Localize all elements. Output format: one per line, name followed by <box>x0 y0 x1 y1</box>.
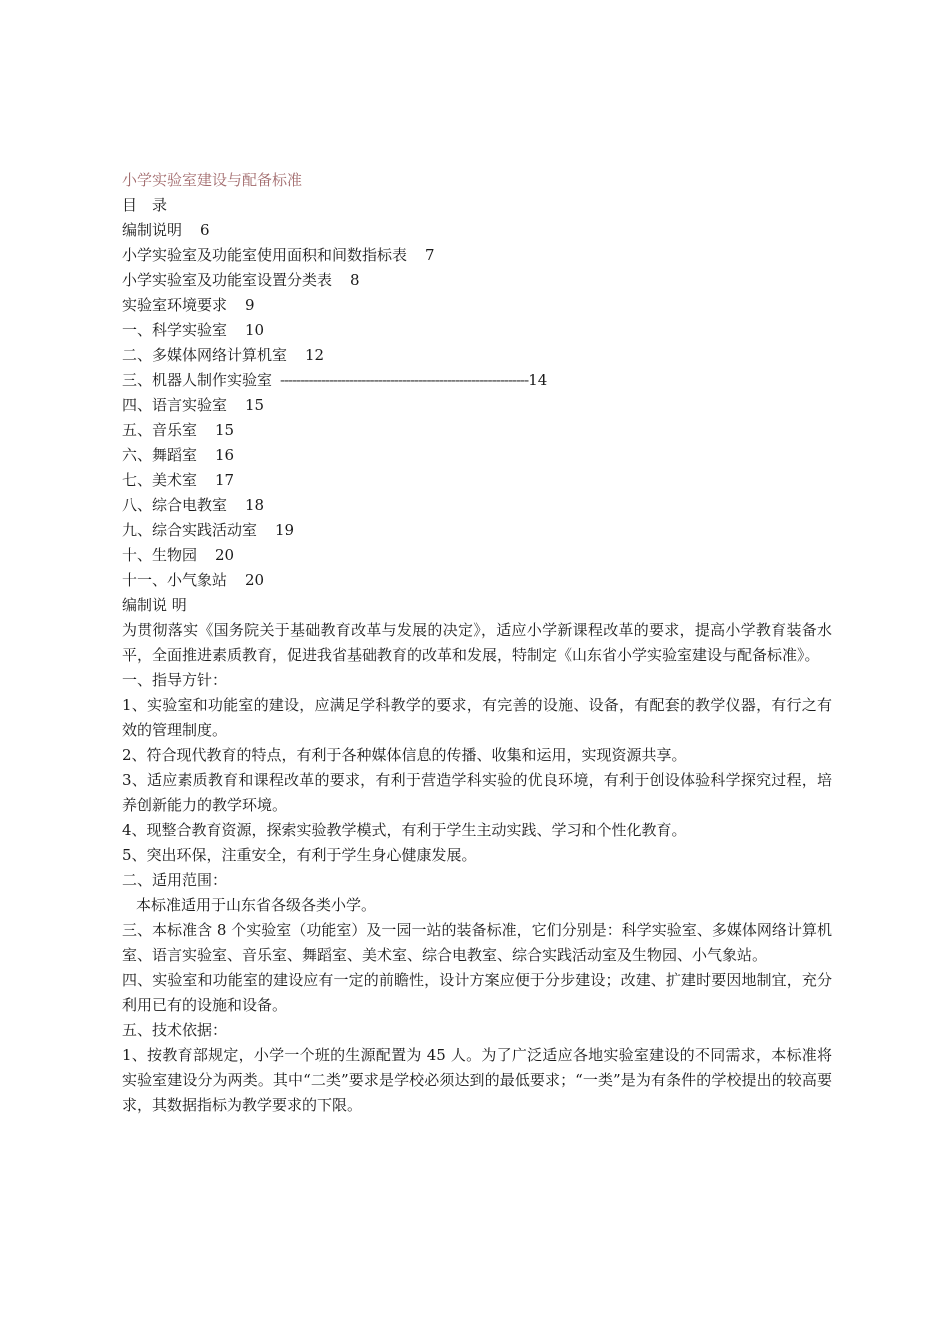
toc-page-number: 12 <box>305 346 325 364</box>
toc-entry[interactable] <box>122 568 832 593</box>
item-three-paragraph: 三、本标准含 8 个实验室（功能室）及一园一站的装备标准，它们分别是：科学实验室、多媒体网络计算机室、语言实验室、音乐室、舞蹈室、美术室、综合电教室、综合实践活动室及生物园、小气象站。 <box>122 921 832 964</box>
guide-item: 3、适应素质教育和课程改革的要求，有利于营造学科实验的优良环境，有利于创设体验科学探究过程，培养创新能力的教学环境。 <box>122 771 832 814</box>
intro-paragraph: 为贯彻落实《国务院关于基础教育改革与发展的决定》，适应小学新课程改革的要求，提高小学教育装备水平，全面推进素质教育，促进我省基础教育的改革和发展，特制定《山东省小学实验室建设与配备标准》。 <box>122 621 832 664</box>
toc-page-number: 8 <box>350 271 360 289</box>
toc-label: 十一、小气象站 <box>122 571 228 589</box>
scope-paragraph: 本标准适用于山东省各级各类小学。 <box>136 896 377 914</box>
toc-label: 七、美术室 <box>122 471 198 489</box>
section-heading: 编制说 明 <box>122 596 187 614</box>
toc-label: 九、综合实践活动室 <box>122 521 258 539</box>
toc-label: 一、科学实验室 <box>122 321 228 339</box>
toc-label: 小学实验室及功能室使用面积和间数指标表 <box>122 246 408 264</box>
toc-entry[interactable] <box>122 418 832 443</box>
toc-label: 编制说明 <box>122 221 183 239</box>
toc-page-number: 7 <box>425 246 435 264</box>
toc-entry[interactable] <box>122 268 832 293</box>
toc-label: 小学实验室及功能室设置分类表 <box>122 271 333 289</box>
toc-label: 实验室环境要求 <box>122 296 228 314</box>
toc-entry[interactable] <box>122 393 832 418</box>
toc-entry[interactable] <box>122 518 832 543</box>
toc-page-number: 17 <box>215 471 235 489</box>
toc-entry-robot[interactable] <box>122 368 832 393</box>
guide-item: 4、现整合教育资源，探索实验教学模式，有利于学生主动实践、学习和个性化教育。 <box>122 821 687 839</box>
toc-leader: ------------------------------------------------------------- <box>280 371 529 389</box>
toc-page-number: 16 <box>215 446 235 464</box>
toc-label: 三、机器人制作实验室 <box>122 371 273 389</box>
toc-label: 二、多媒体网络计算机室 <box>122 346 288 364</box>
guide-heading: 一、指导方针： <box>122 671 228 689</box>
toc-page-number: 20 <box>215 546 235 564</box>
toc-label: 十、生物园 <box>122 546 198 564</box>
toc-entry[interactable] <box>122 343 832 368</box>
toc-label: 四、语言实验室 <box>122 396 228 414</box>
document-title: 小学实验室建设与配备标准 <box>122 171 303 189</box>
item-four-paragraph: 四、实验室和功能室的建设应有一定的前瞻性，设计方案应便于分步建设；改建、扩建时要因地制宜，充分利用已有的设施和设备。 <box>122 971 832 1014</box>
toc-page-number: 20 <box>245 571 265 589</box>
toc-label: 六、舞蹈室 <box>122 446 198 464</box>
toc-page-number: 10 <box>245 321 265 339</box>
toc-entry[interactable] <box>122 293 832 318</box>
guide-item: 5、突出环保，注重安全，有利于学生身心健康发展。 <box>122 846 477 864</box>
toc-entry[interactable] <box>122 318 832 343</box>
toc-entry[interactable] <box>122 493 832 518</box>
guide-item: 2、符合现代教育的特点，有利于各种媒体信息的传播、收集和运用，实现资源共享。 <box>122 746 687 764</box>
toc-entry[interactable] <box>122 218 832 243</box>
toc-heading: 目 录 <box>122 196 168 214</box>
toc-entry[interactable] <box>122 468 832 493</box>
toc-label: 八、综合电教室 <box>122 496 228 514</box>
scope-heading: 二、适用范围： <box>122 871 228 889</box>
toc-page-number: 18 <box>245 496 265 514</box>
toc-entry[interactable] <box>122 543 832 568</box>
guide-item: 1、实验室和功能室的建设，应满足学科教学的要求，有完善的设施、设备，有配套的教学仪器，有行之有效的管理制度。 <box>122 696 832 739</box>
toc-page-number: 6 <box>200 221 210 239</box>
tech-heading: 五、技术依据： <box>122 1021 228 1039</box>
toc-entry[interactable] <box>122 243 832 268</box>
tech-item-paragraph: 1、按教育部规定，小学一个班的生源配置为 45 人。为了广泛适应各地实验室建设的不同需求，本标准将实验室建设分为两类。其中“二类”要求是学校必须达到的最低要求；“一类”是为有条件的学校提出的较高要求，其数据指标为教学要求的下限。 <box>122 1046 832 1114</box>
toc-label: 五、音乐室 <box>122 421 198 439</box>
toc-page-number: 19 <box>275 521 295 539</box>
toc-entry[interactable] <box>122 443 832 468</box>
toc-page-number: 15 <box>215 421 235 439</box>
toc-page-number: 9 <box>245 296 255 314</box>
toc-page-number: 14 <box>528 371 548 389</box>
toc-page-number: 15 <box>245 396 265 414</box>
